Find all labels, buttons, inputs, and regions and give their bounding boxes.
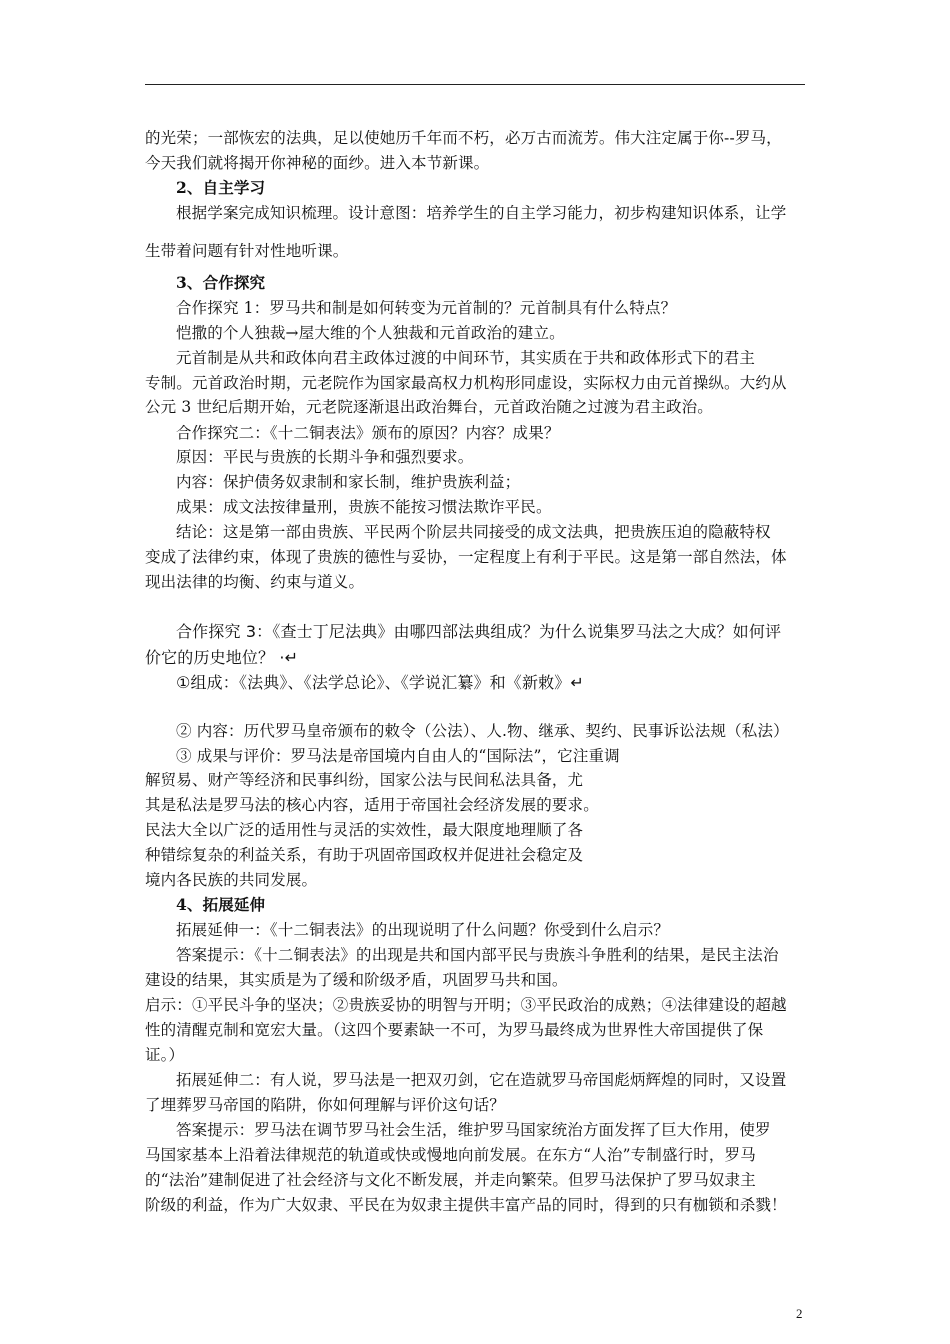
- text-line: 的“法治”建制促进了社会经济与文化不断发展，并走向繁荣。但罗马法保护了罗马奴隶主: [145, 1171, 756, 1189]
- text-line: 民法大全以广泛的适用性与灵活的实效性，最大限度地理顺了各: [145, 821, 584, 839]
- text-line: 生带着问题有针对性地听课。: [145, 242, 349, 260]
- text-line: 现出法律的均衡、约束与道义。: [145, 573, 365, 591]
- text-line: 合作探究 3：《查士丁尼法典》由哪四部法典组成？为什么说集罗马法之大成？如何评: [176, 622, 782, 641]
- text-line: 其是私法是罗马法的核心内容，适用于帝国社会经济发展的要求。: [145, 796, 599, 814]
- text-line: ② 内容：历代罗马皇帝颁布的敕令（公法）、人.物、继承、契约、民事诉讼法规（私法）: [176, 722, 789, 740]
- text-line: 公元 3 世纪后期开始，元老院逐渐退出政治舞台，元首政治随之过渡为君主政治。: [145, 398, 713, 416]
- text-line: 答案提示：罗马法在调节罗马社会生活，维护罗马国家统治方面发挥了巨大作用，使罗: [176, 1121, 771, 1139]
- text-line: 启示：①平民斗争的坚决；②贵族妥协的明智与开明；③平民政治的成熟；④法律建设的超越: [145, 996, 787, 1014]
- text-line: 的光荣；一部恢宏的法典，足以使她历千年而不朽，必万古而流芳。伟大注定属于你--罗马，: [145, 129, 782, 147]
- text-line: 阶级的利益，作为广大奴隶、平民在为奴隶主提供丰富产品的同时，得到的只有枷锁和杀戮！: [145, 1196, 787, 1214]
- text-line: 拓展延伸一：《十二铜表法》的出现说明了什么问题？你受到什么启示？: [176, 921, 670, 939]
- text-line: 结论：这是第一部由贵族、平民两个阶层共同接受的成文法典，把贵族压迫的隐蔽特权: [176, 523, 771, 541]
- text-line: 恺撒的个人独裁→屋大维的个人独裁和元首政治的建立。: [176, 324, 565, 342]
- page-number: 2: [796, 1306, 803, 1321]
- text-line: 种错综复杂的利益关系，有助于巩固帝国政权并促进社会稳定及: [145, 846, 584, 864]
- text-line: 性的清醒克制和宽宏大量。（这四个要素缺一不可，为罗马最终成为世界性大帝国提供了保: [145, 1021, 764, 1039]
- text-line: 答案提示：《十二铜表法》的出现是共和国内部平民与贵族斗争胜利的结果，是民主法治: [176, 946, 779, 964]
- section-heading: 3、合作探究: [176, 273, 266, 292]
- text-line: 合作探究二：《十二铜表法》颁布的原因？内容？成果？: [176, 424, 560, 442]
- section-heading: 2、自主学习: [176, 178, 266, 197]
- text-line: 马国家基本上沿着法律规范的轨道或快或慢地向前发展。在东方“人治”专制盛行时，罗马: [145, 1146, 756, 1164]
- text-line: 了埋葬罗马帝国的陷阱，你如何理解与评价这句话？: [145, 1096, 505, 1114]
- text-line: 变成了法律约束，体现了贵族的德性与妥协，一定程度上有利于平民。这是第一部自然法，体: [145, 548, 787, 566]
- text-line: 建设的结果，其实质是为了缓和阶级矛盾，巩固罗马共和国。: [145, 971, 568, 989]
- text-line: 合作探究 1：罗马共和制是如何转变为元首制的？元首制具有什么特点？: [176, 299, 677, 317]
- text-line: 今天我们就将揭开你神秘的面纱。进入本节新课。: [145, 154, 490, 172]
- text-line: 价它的历史地位？ ·↵: [145, 648, 299, 667]
- text-line: 解贸易、财产等经济和民事纠纷，国家公法与民间私法具备，尤: [145, 771, 584, 789]
- text-line: 元首制是从共和政体向君主政体过渡的中间环节，其实质在于共和政体形式下的君主: [176, 349, 756, 367]
- text-line: ③ 成果与评价：罗马法是帝国境内自由人的“国际法”，它注重调: [176, 747, 620, 765]
- text-line: 根据学案完成知识梳理。设计意图：培养学生的自主学习能力，初步构建知识体系，让学: [176, 204, 787, 222]
- text-line: 境内各民族的共同发展。: [145, 871, 318, 889]
- text-line: ①组成：《法典》、《法学总论》、《学说汇纂》和《新敕》↵: [176, 673, 584, 692]
- text-line: 原因：平民与贵族的长期斗争和强烈要求。: [176, 448, 474, 466]
- text-line: 内容：保护债务奴隶制和家长制，维护贵族利益；: [176, 473, 521, 491]
- text-line: 拓展延伸二：有人说，罗马法是一把双刃剑，它在造就罗马帝国彪炳辉煌的同时，又设置: [176, 1071, 787, 1089]
- header-rule: [145, 84, 805, 85]
- text-line: 专制。元首政治时期，元老院作为国家最高权力机构形同虚设，实际权力由元首操纵。大约从: [145, 374, 787, 392]
- text-line: 证。）: [145, 1046, 185, 1064]
- text-line: 成果：成文法按律量刑，贵族不能按习惯法欺诈平民。: [176, 498, 552, 516]
- section-heading: 4、拓展延伸: [176, 895, 266, 914]
